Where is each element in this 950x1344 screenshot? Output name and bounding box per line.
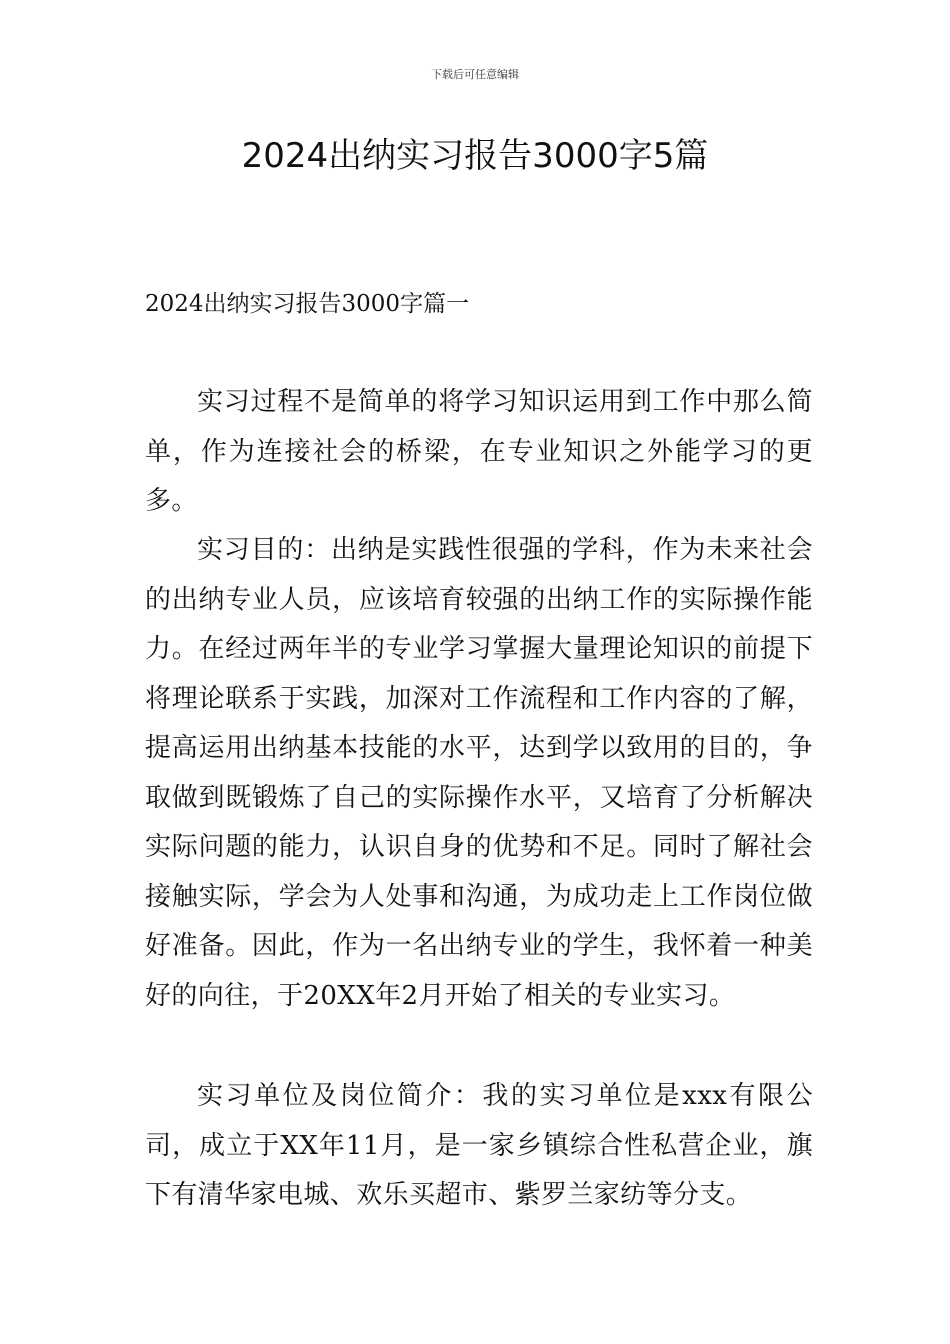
paragraph-intro: 实习过程不是简单的将学习知识运用到工作中那么简单，作为连接社会的桥梁，在专业知识之外能学习的更多。	[145, 387, 813, 516]
section-heading: 2024出纳实习报告3000字篇一	[145, 291, 470, 317]
header-note: 下载后可任意编辑	[431, 68, 519, 81]
document-title: 2024出纳实习报告3000字5篇	[241, 136, 709, 176]
paragraph-company: 实习单位及岗位简介：我的实习单位是xxx有限公司，成立于XX年11月，是一家乡镇综合性私营企业，旗下有清华家电城、欢乐买超市、紫罗兰家纺等分支。	[145, 1081, 813, 1210]
paragraph-purpose: 实习目的：出纳是实践性很强的学科，作为未来社会的出纳专业人员，应该培育较强的出纳工作的实际操作能力。在经过两年半的专业学习掌握大量理论知识的前提下将理论联系于实践，加深对工作流程和工作内容的了解，提高运用出纳基本技能的水平，达到学以致用的目的，争取做到既锻炼了自己的实际操作水平，又培育了分析解决实际问题的能力，认识自身的优势和不足。同时了解社会接触实际，学会为人处事和沟通，为成功走上工作岗位做好准备。因此，作为一名出纳专业的学生，我怀着一种美好的向往，于20XX年2月开始了相关的专业实习。	[145, 535, 813, 1011]
